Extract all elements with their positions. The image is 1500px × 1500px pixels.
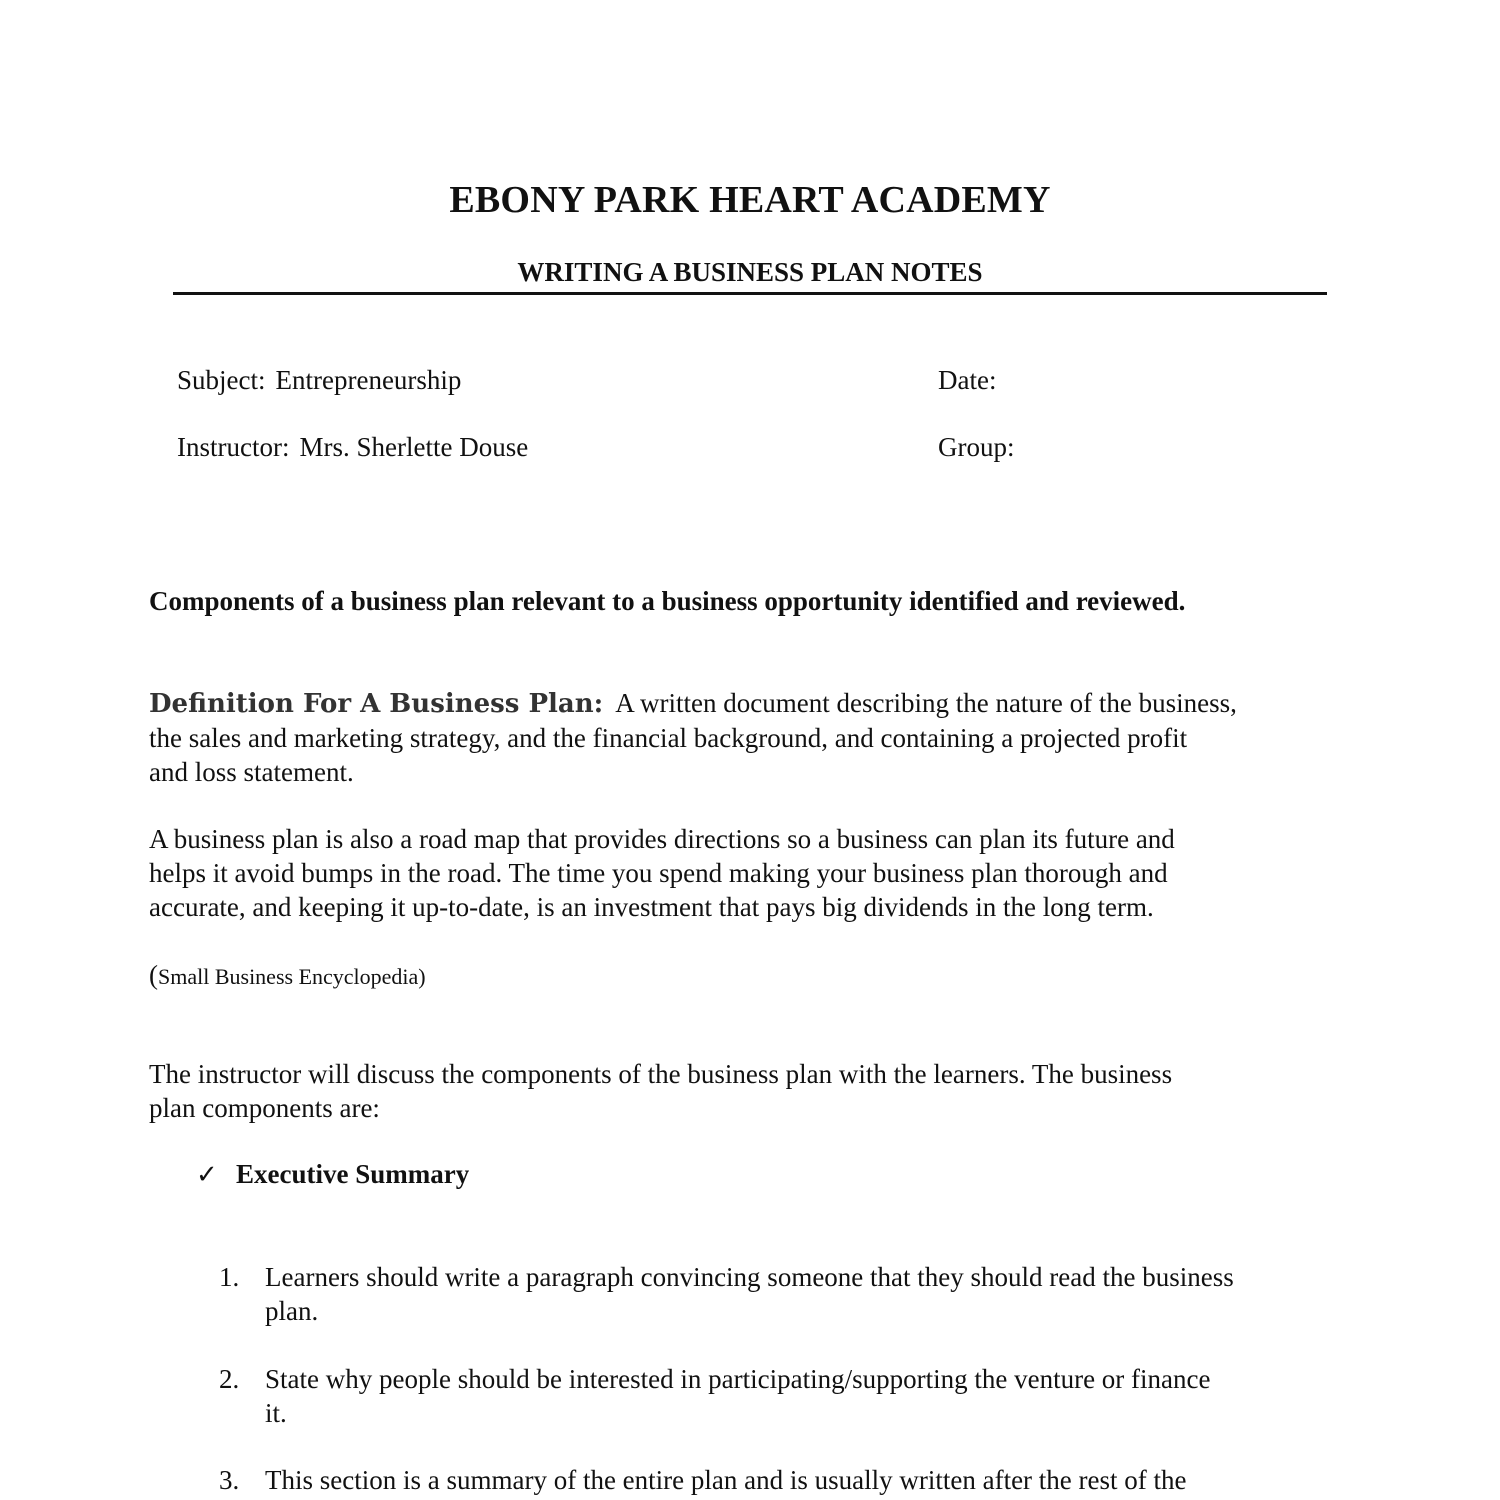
school-name: EBONY PARK HEART ACADEMY: [449, 179, 1051, 221]
list-item-line: State why people should be interested in participating/supporting the venture or finance: [265, 1364, 1211, 1394]
citation-open-paren: (: [149, 960, 158, 990]
subject-label: Subject:: [177, 365, 266, 395]
list-item-line: This section is a summary of the entire plan and is usually written after the rest of the: [265, 1465, 1187, 1495]
discuss-line-2: plan components are:: [149, 1093, 380, 1123]
notes-title: WRITING A BUSINESS PLAN NOTES: [517, 257, 983, 287]
instructor-row: [177, 432, 528, 463]
list-item-number: 1.: [219, 1262, 240, 1292]
definition-text-1: A written document describing the nature of the business,: [615, 688, 1237, 718]
instructor-label: Instructor:: [177, 432, 290, 462]
definition-paragraph: [149, 686, 1349, 789]
component-item-executive-summary: [196, 1159, 469, 1190]
citation: [149, 960, 426, 991]
list-item-number: 2.: [219, 1364, 240, 1394]
check-icon: ✓: [196, 1160, 218, 1189]
list-item-line: plan.: [265, 1296, 319, 1326]
definition-label: Definition For A Business Plan:: [149, 689, 604, 719]
definition-line-3: and loss statement.: [149, 757, 354, 787]
list-item-line: it.: [265, 1398, 287, 1428]
group-label: Group:: [938, 432, 1015, 462]
component-label: Executive Summary: [236, 1159, 470, 1189]
roadmap-line-2: helps it avoid bumps in the road. The time you spend making your business plan thorough and: [149, 858, 1168, 888]
definition-line-1: [149, 686, 1349, 721]
subject-value: Entrepreneurship: [275, 365, 462, 395]
list-item-line: Learners should write a paragraph convincing someone that they should read the business: [265, 1262, 1234, 1292]
discuss-paragraph: [149, 1057, 1349, 1125]
citation-text: Small Business Encyclopedia): [158, 964, 426, 989]
instructor-value: Mrs. Sherlette Douse: [299, 432, 529, 462]
discuss-line-1: The instructor will discuss the components of the business plan with the learners. The business: [149, 1059, 1173, 1089]
roadmap-line-1: A business plan is also a road map that provides directions so a business can plan its future and: [149, 824, 1175, 854]
roadmap-line-3: accurate, and keeping it up-to-date, is an investment that pays big dividends in the long term.: [149, 892, 1154, 922]
date-label: Date:: [938, 365, 997, 395]
list-item-number: 3.: [219, 1465, 240, 1495]
definition-line-2: the sales and marketing strategy, and the financial background, and containing a projected profit: [149, 723, 1188, 753]
title-rule: [173, 292, 1327, 295]
roadmap-paragraph: [149, 822, 1349, 924]
subject-row: [177, 365, 461, 396]
components-heading: Components of a business plan relevant to a business opportunity identified and reviewed.: [149, 586, 1186, 616]
